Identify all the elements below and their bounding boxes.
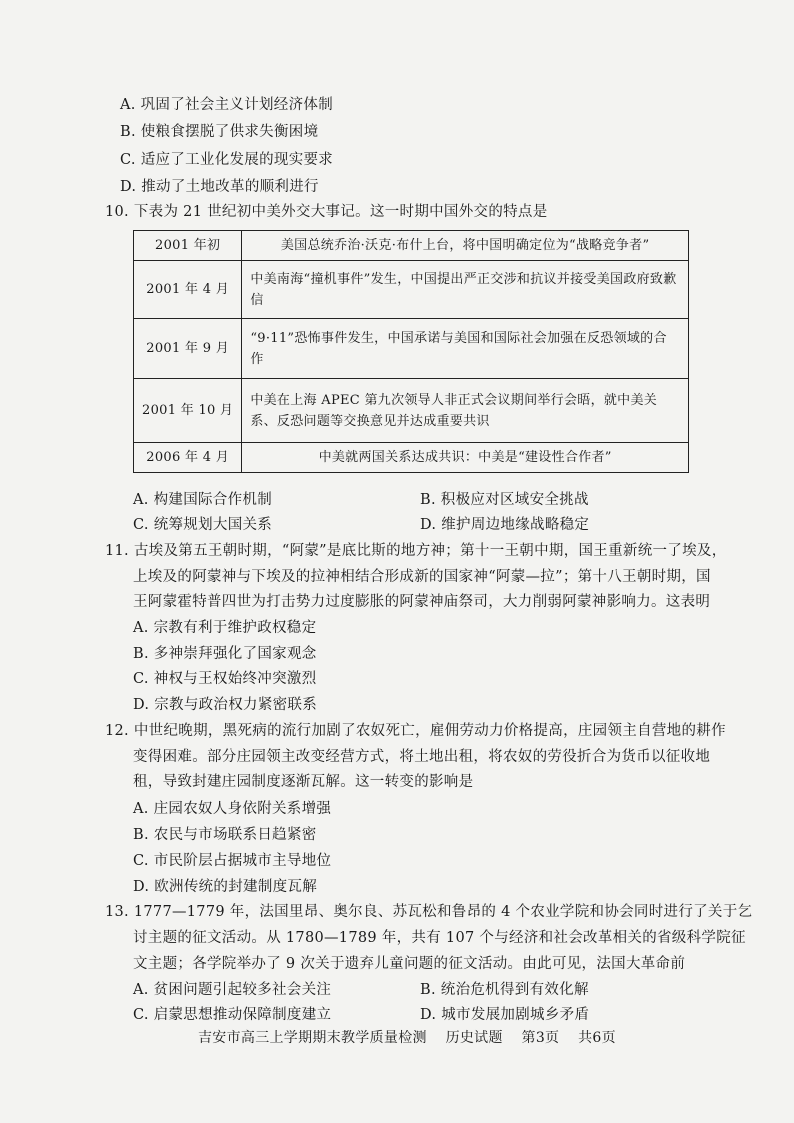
q11-option-b: B. 多神崇拜强化了国家观念 [133,646,317,662]
q11-option-a: A. 宗教有利于维护政权稳定 [133,620,317,636]
q11-option-d: D. 宗教与政治权力紧密联系 [133,697,318,713]
q13-stem-line: 文主题；各学院举办了 9 次关于遗弃儿童问题的征文活动。由此可见，法国大革命前 [133,956,686,972]
q12-option-d: D. 欧洲传统的封建制度瓦解 [133,879,318,895]
page-footer [198,1027,630,1047]
q13-stem-line: 讨主题的征文活动。从 1780—1789 年，共有 107 个与经济和社会改革相关的省级科学院征 [133,930,746,946]
event-date: 2001 年 4 月 [134,261,242,319]
q13-option-c: C. 启蒙思想推动保障制度建立 [133,1007,332,1023]
q12-stem-line: 变得困难。部分庄园领主改变经营方式，将土地出租，将农奴的劳役折合为货币以征收地 [133,749,711,765]
event-date: 2006 年 4 月 [134,443,242,473]
q12-stem-line: 租，导致封建庄园制度逐渐瓦解。这一转变的影响是 [133,774,474,790]
q13-stem-line: 13. 1777—1779 年，法国里昂、奥尔良、苏瓦松和鲁昂的 4 个农业学院和协会同时进行了关于乞 [105,904,753,920]
q10-option-d: D. 维护周边地缘战略稳定 [420,517,590,533]
q10-option-c: C. 统筹规划大国关系 [133,517,273,533]
q11-stem-line: 11. 古埃及第五王朝时期，“阿蒙”是底比斯的地方神；第十一王朝中期，国王重新统一了埃及， [105,543,727,559]
q12-option-b: B. 农民与市场联系日趋紧密 [133,827,317,843]
page-total: 共6页 [578,1030,616,1046]
event-date: 2001 年 9 月 [134,319,242,379]
event-date: 2001 年初 [134,231,242,261]
q13-option-b: B. 统治危机得到有效化解 [420,982,589,998]
event-desc: 美国总统乔治·沃克·布什上台，将中国明确定位为“战略竞争者” [242,231,689,261]
q9-option-b: B. 使粮食摆脱了供求失衡困境 [120,124,319,140]
table-row [134,319,689,379]
q11-stem-line: 上埃及的阿蒙神与下埃及的拉神相结合形成新的国家神“阿蒙—拉”；第十八王朝时期，国 [133,569,711,585]
table-row [134,231,689,261]
q12-option-c: C. 市民阶层占据城市主导地位 [133,853,332,869]
events-table [133,230,689,473]
q12-option-a: A. 庄园农奴人身依附关系增强 [133,801,332,817]
event-desc: “9·11”恐怖事件发生，中国承诺与美国和国际社会加强在反恐领域的合作 [242,319,689,379]
q11-stem-line: 王阿蒙霍特普四世为打击势力过度膨胀的阿蒙神庙祭司，大力削弱阿蒙神影响力。这表明 [133,594,711,610]
event-desc: 中美南海“撞机事件”发生，中国提出严正交涉和抗议并接受美国政府致歉信 [242,261,689,319]
event-desc: 中美在上海 APEC 第九次领导人非正式会议期间举行会晤，就中美关系、反恐问题等交换意见并达成重要共识 [242,379,689,443]
q13-option-d: D. 城市发展加剧城乡矛盾 [420,1007,590,1023]
event-date: 2001 年 10 月 [134,379,242,443]
q11-option-c: C. 神权与王权始终冲突激烈 [133,671,317,687]
page-number: 第3页 [521,1030,560,1046]
subject-name: 历史试题 [445,1030,503,1046]
table-row [134,261,689,319]
q10-option-a: A. 构建国际合作机制 [133,492,272,508]
q13-option-a: A. 贫困问题引起较多社会关注 [133,982,332,998]
q10-stem: 10. 下表为 21 世纪初中美外交大事记。这一时期中国外交的特点是 [105,204,548,220]
q9-option-c: C. 适应了工业化发展的现实要求 [120,152,334,168]
table-row [134,443,689,473]
event-desc: 中美就两国关系达成共识：中美是“建设性合作者” [242,443,689,473]
q10-option-b: B. 积极应对区域安全挑战 [420,492,589,508]
table-row [134,379,689,443]
q12-stem-line: 12. 中世纪晚期，黑死病的流行加剧了农奴死亡，雇佣劳动力价格提高，庄园领主自营地的耕作 [105,723,726,739]
q9-option-a: A. 巩固了社会主义计划经济体制 [120,97,333,113]
q9-option-d: D. 推动了土地改革的顺利进行 [120,179,319,195]
exam-title: 吉安市高三上学期期末教学质量检测 [198,1030,427,1046]
